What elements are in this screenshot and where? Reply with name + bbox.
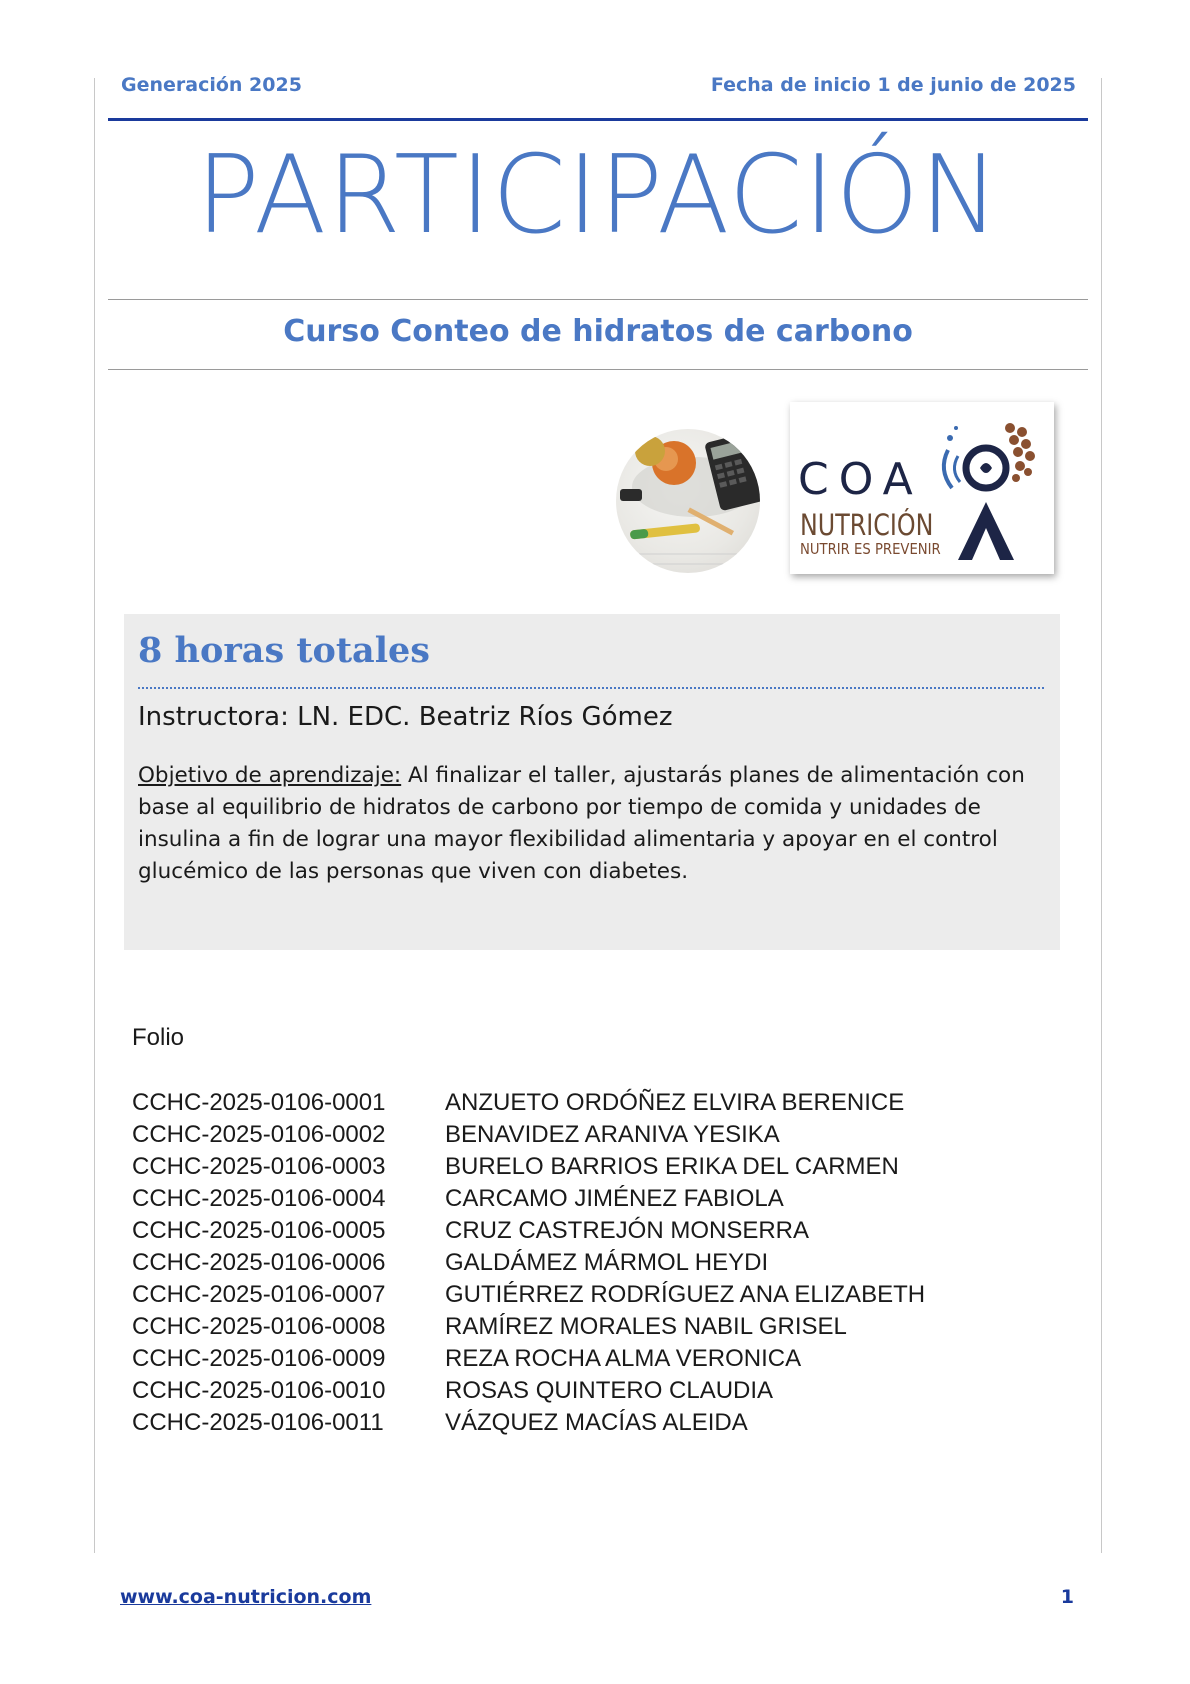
folio-code: CCHC-2025-0106-0005 xyxy=(132,1217,386,1244)
logo-name-text: NUTRICIÓN xyxy=(800,508,934,542)
folio-code: CCHC-2025-0106-0010 xyxy=(132,1377,386,1404)
course-title: Curso Conteo de hidratos de carbono xyxy=(283,314,913,349)
header-divider xyxy=(108,118,1088,121)
participant-row xyxy=(132,1183,925,1215)
folio-code: CCHC-2025-0106-0004 xyxy=(132,1185,386,1212)
objective-paragraph xyxy=(138,760,1038,888)
folio-heading: Folio xyxy=(132,1024,185,1051)
folio-code: CCHC-2025-0106-0001 xyxy=(132,1089,386,1116)
folio-code: CCHC-2025-0106-0002 xyxy=(132,1121,386,1148)
participant-name: CARCAMO JIMÉNEZ FABIOLA xyxy=(445,1185,784,1212)
participant-row xyxy=(132,1087,925,1119)
folio-code: CCHC-2025-0106-0008 xyxy=(132,1313,386,1340)
course-info-panel xyxy=(124,614,1060,950)
folio-code: CCHC-2025-0106-0003 xyxy=(132,1153,386,1180)
logo-brand-text: COA xyxy=(798,454,923,505)
logo-tagline-text: NUTRIR ES PREVENIR xyxy=(800,540,941,558)
participant-row xyxy=(132,1247,925,1279)
page-number: 1 xyxy=(1060,1586,1074,1608)
participant-name: ANZUETO ORDÓÑEZ ELVIRA BERENICE xyxy=(445,1089,905,1116)
participant-row xyxy=(132,1407,925,1439)
participant-name: RAMÍREZ MORALES NABIL GRISEL xyxy=(445,1313,847,1340)
title-divider-top xyxy=(108,299,1088,300)
objective-text: Al finalizar el taller, ajustarás planes de alimentación con base al equilibrio de hidratos de carbono por tiempo de comida y unidades de insulina a fin de lograr una mayor flexibilidad alimentaria y apoyar en el control glucémico de las personas que viven con diabetes. xyxy=(138,763,1025,884)
objective-label: Objetivo de aprendizaje: xyxy=(138,763,402,788)
participant-name: ROSAS QUINTERO CLAUDIA xyxy=(445,1377,774,1404)
folio-code: CCHC-2025-0106-0006 xyxy=(132,1249,386,1276)
participant-name: VÁZQUEZ MACÍAS ALEIDA xyxy=(445,1409,748,1436)
participant-row xyxy=(132,1311,925,1343)
title-divider-bottom xyxy=(108,369,1088,370)
folio-code: CCHC-2025-0106-0011 xyxy=(132,1409,384,1436)
instructor-label: Instructora: LN. EDC. Beatriz Ríos Gómez xyxy=(138,702,673,732)
hours-heading: 8 horas totales xyxy=(138,630,430,671)
participant-row xyxy=(132,1343,925,1375)
folio-code: CCHC-2025-0106-0009 xyxy=(132,1345,386,1372)
folio-code: CCHC-2025-0106-0007 xyxy=(132,1281,386,1308)
participant-row xyxy=(132,1151,925,1183)
page-title: PARTICIPACIÓN xyxy=(195,133,1001,258)
participant-name: GUTIÉRREZ RODRÍGUEZ ANA ELIZABETH xyxy=(445,1281,926,1308)
participant-name: BENAVIDEZ ARANIVA YESIKA xyxy=(445,1121,780,1148)
coa-nutricion-logo xyxy=(790,402,1054,574)
website-link[interactable]: www.coa-nutricion.com xyxy=(120,1586,372,1608)
start-date-label: Fecha de inicio 1 de junio de 2025 xyxy=(710,74,1076,96)
participant-row xyxy=(132,1215,925,1247)
participant-name: CRUZ CASTREJÓN MONSERRA xyxy=(445,1217,810,1244)
participant-row xyxy=(132,1119,925,1151)
right-margin-line xyxy=(1101,78,1102,1553)
generation-label: Generación 2025 xyxy=(121,74,302,96)
course-illustration xyxy=(616,429,760,573)
participant-row xyxy=(132,1279,925,1311)
participant-list xyxy=(132,1087,925,1439)
participant-name: GALDÁMEZ MÁRMOL HEYDI xyxy=(445,1249,769,1276)
dotted-divider xyxy=(138,687,1044,689)
logo-figure-icon xyxy=(928,410,1048,570)
left-margin-line xyxy=(94,78,95,1553)
participant-name: REZA ROCHA ALMA VERONICA xyxy=(445,1345,802,1372)
participant-name: BURELO BARRIOS ERIKA DEL CARMEN xyxy=(445,1153,899,1180)
participant-row xyxy=(132,1375,925,1407)
